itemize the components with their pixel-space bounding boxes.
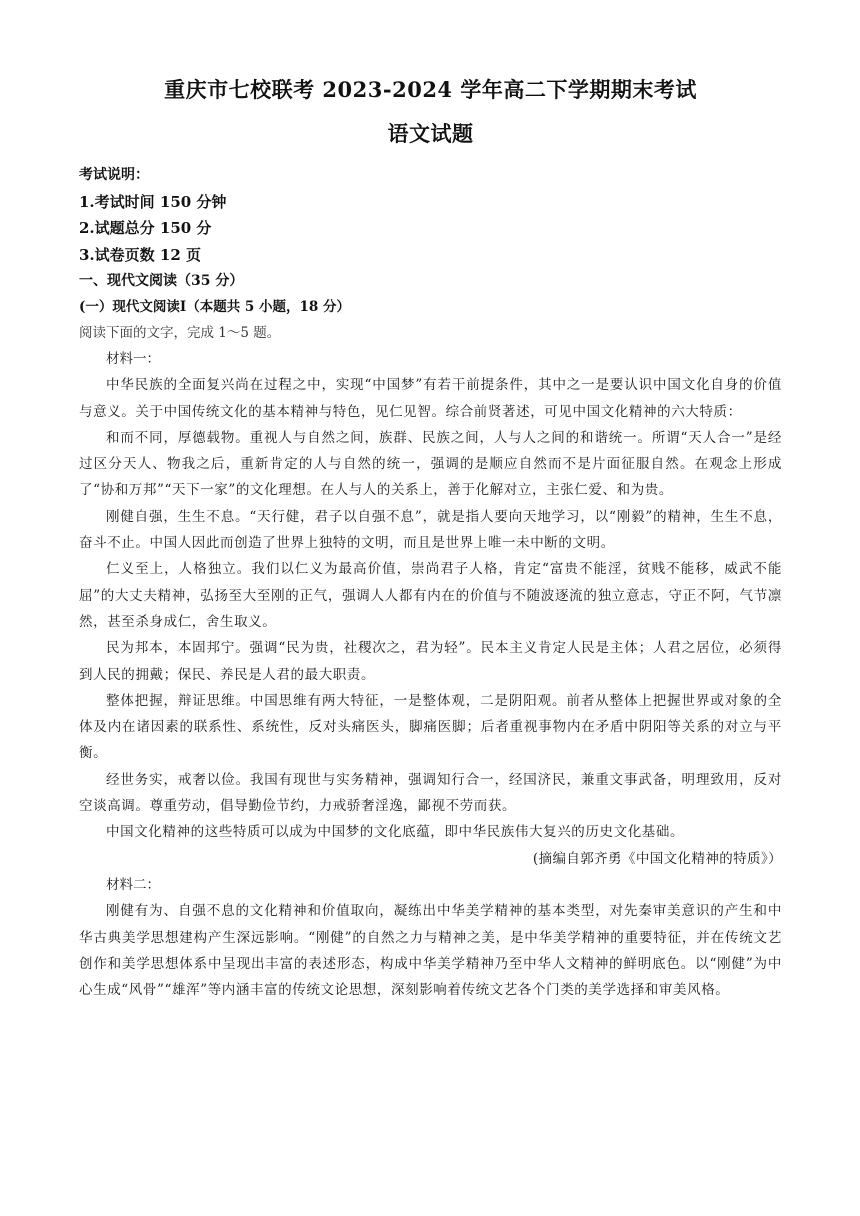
paragraph: 刚健自强，生生不息。“天行健，君子以自强不息”，就是指人要向天地学习，以“刚毅”的精神，生生不息，奋斗不止。中国人因此而创造了世界上独特的文明，而且是世界上唯一未中断的文明。 — [79, 508, 782, 552]
paragraph: 和而不同，厚德载物。重视人与自然之间，族群、民族之间，人与人之间的和谐统一。所谓“天人合一”是经过区分天人、物我之后，重新肯定的人与自然的统一，强调的是顺应自然而不是片面征服自然。在观念上形成了“协和万邦”“天下一家”的文化理想。在人与人的关系上，善于化解对立，主张仁爱、和为贵。 — [79, 429, 782, 499]
paragraph: 刚健有为、自强不息的文化精神和价值取向，凝练出中华美学精神的基本类型，对先秦审美意识的产生和中华古典美学思想建构产生深远影响。“刚健”的自然之力与精神之美，是中华美学精神的重要特征，并在传统文艺创作和美学思想体系中呈现出丰富的表述形态，构成中华美学精神乃至中华人文精神的鲜明底色。以“刚健”为中心生成“风骨”“雄浑”等内涵丰富的传统文论思想，深刻影响着传统文艺各个门类的美学选择和审美风格。 — [79, 903, 782, 999]
section-heading: 一、现代文阅读（35 分） — [79, 273, 244, 289]
paragraph: 仁义至上，人格独立。我们以仁义为最高价值，崇尚君子人格，肯定“富贵不能淫，贫贱不能移，威武不能屈”的大丈夫精神，弘扬至大至刚的正气，强调人人都有内在的价值与不随波逐流的独立意志，守正不阿，气节凛然，甚至杀身成仁，舍生取义。 — [79, 561, 782, 630]
material-one — [79, 346, 782, 872]
material-label: 材料二： — [106, 876, 160, 893]
exam-info-item: 2.试题总分 150 分 — [79, 219, 212, 237]
paragraph: 民为邦本，本固邦宁。强调“民为贵，社稷次之，君为轻”。民本主义肯定人民是主体；人君之居位，必须得到人民的拥戴；保民、养民是人君的最大职责。 — [79, 640, 782, 683]
paragraph: 经世务实，戒奢以俭。我国有现世与实务精神，强调知行合一，经国济民，兼重文事武备，明理致用，反对空谈高调。尊重劳动，倡导勤俭节约，力戒骄奢淫逸，鄙视不劳而获。 — [79, 771, 782, 815]
exam-info-item: 3.试卷页数 12 页 — [79, 245, 201, 264]
paragraph: 中国文化精神的这些特质可以成为中国梦的文化底蕴，即中华民族伟大复兴的历史文化基础。 — [106, 824, 685, 841]
subsection-heading: (一）现代文阅读Ⅰ（本题共 5 小题，18 分） — [79, 299, 350, 315]
reading-instruction: 阅读下面的文字，完成 1～5 题。 — [79, 325, 281, 341]
material-label: 材料一： — [106, 351, 160, 367]
exam-info — [79, 162, 782, 268]
source-citation: (摘编自郭齐勇《中国文化精神的特质》） — [532, 850, 782, 867]
exam-info-heading: 考试说明： — [79, 167, 149, 183]
paragraph: 中华民族的全面复兴尚在过程之中，实现“中国梦”有若干前提条件，其中之一是要认识中国文化自身的价值与意义。关于中国传统文化的基本精神与特色，见仁见智。综合前贤著述，可见中国文化精神的六大特质： — [79, 377, 782, 420]
material-two — [79, 872, 782, 1003]
paragraph: 整体把握，辩证思维。中国思维有两大特征，一是整体观，二是阴阳观。前者从整体上把握世界或对象的全体及内在诸因素的联系性、系统性，反对头痛医头，脚痛医脚；后者重视事物内在矛盾中阴阳等关系的对立与平衡。 — [79, 692, 782, 762]
page-title: 重庆市七校联考 2023-2024 学年高二下学期期末考试 — [164, 77, 697, 102]
page-subtitle: 语文试题 — [387, 121, 474, 146]
exam-info-item: 1.考试时间 150 分钟 — [79, 192, 227, 211]
